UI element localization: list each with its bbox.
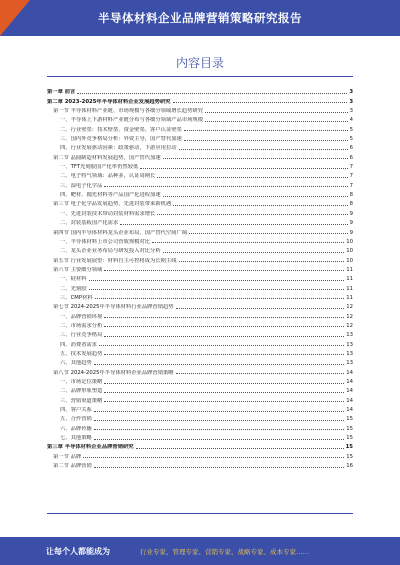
toc-entry[interactable] [47, 404, 353, 413]
toc-entry-page: 13 [346, 341, 353, 348]
toc-entry-page: 9 [349, 220, 353, 227]
toc-entry-title: 第七节 2024-2025年半导体材料行业品牌营销趋势 [53, 304, 174, 311]
toc-entry-title: 第一节 半导体材料产业链、市场规模与各细分领域增长趋势研究 [53, 108, 203, 115]
toc-top-divider [47, 76, 353, 77]
toc-entry-page: 13 [346, 332, 353, 339]
toc-leader-dots [104, 336, 344, 337]
toc-entry-title: 四、消费者需求 [60, 341, 98, 348]
toc-entry-title: 二、市场需求分析 [60, 322, 103, 329]
toc-entry[interactable] [47, 292, 353, 301]
report-title: 半导体材料企业品牌营销策略研究报告 [98, 11, 302, 25]
toc-leader-dots [104, 270, 344, 271]
toc-entry[interactable] [47, 450, 353, 459]
toc-leader-dots [163, 252, 345, 253]
toc-entry-page: 15 [345, 444, 353, 451]
toc-entry-page: 9 [349, 229, 353, 236]
toc-entry[interactable] [47, 413, 353, 422]
toc-leader-dots [184, 140, 348, 141]
toc-leader-dots [104, 354, 344, 355]
toc-entry-page: 14 [346, 388, 353, 395]
toc-entry-page: 15 [346, 453, 353, 460]
toc-entry-title: 三、CMP材料 [60, 294, 93, 301]
toc-entry-title: 二、光刻胶 [60, 285, 87, 292]
toc-entry[interactable] [47, 348, 353, 357]
toc-entry-page: 10 [346, 238, 353, 245]
toc-leader-dots [94, 429, 344, 430]
toc-heading: 内容目录 [175, 56, 224, 70]
toc-entry-page: 12 [346, 304, 353, 311]
toc-leader-dots [163, 158, 348, 159]
toc-entry-page: 14 [346, 407, 353, 414]
toc-entry-page: 11 [346, 276, 353, 283]
toc-leader-dots [157, 214, 347, 215]
toc-entry[interactable] [47, 114, 353, 123]
toc-entry-page: 11 [346, 266, 353, 273]
toc-entry-page: 7 [349, 173, 353, 180]
toc-entry-page: 5 [349, 136, 353, 143]
toc-leader-dots [83, 457, 344, 458]
toc-leader-dots [94, 467, 344, 468]
toc-entry-title: 五、合作营销 [60, 416, 92, 423]
toc-entry-title: 第二节 晶圆制造材料发展趋势，国产替代加速 [53, 154, 161, 161]
toc-entry-title: 一、市场定位策略 [60, 379, 103, 385]
toc-entry-title: 三、湿电子化学品 [60, 182, 103, 189]
toc-leader-dots [94, 411, 344, 412]
toc-entry[interactable] [47, 310, 353, 319]
toc-entry-page: 10 [346, 257, 353, 264]
toc-entry-page: 5 [349, 126, 353, 133]
toc-entry-page: 6 [349, 154, 353, 161]
toc-entry[interactable] [47, 460, 353, 469]
toc-entry-page: 15 [346, 425, 353, 432]
toc-entry-title: 四、行业发展驱动因素：政策驱动，下游应用拉动 [60, 145, 177, 152]
toc-entry[interactable] [47, 105, 353, 114]
toc-entry-title: 第八节 2024-2025年半导体材料企业品牌营销策略 [53, 369, 174, 376]
toc-entry[interactable] [47, 245, 353, 254]
toc-leader-dots [77, 93, 347, 94]
toc-leader-dots [140, 168, 347, 169]
toc-leader-dots [152, 242, 344, 243]
toc-leader-dots [104, 326, 344, 327]
toc-entry[interactable] [47, 189, 353, 198]
toc-entry[interactable] [47, 161, 353, 170]
toc-entry-title: 四、客户关系 [60, 407, 92, 414]
toc-entry-page: 8 [349, 192, 353, 199]
footer-tagline: 行业专家、管理专家、营销专家、战略专家、成本专家…… [140, 547, 309, 556]
toc-entry-title: 一、品牌营销环境 [60, 313, 103, 320]
toc-entry-page: 7 [349, 182, 353, 189]
toc-entry[interactable] [47, 264, 353, 273]
toc-entry[interactable] [47, 123, 353, 132]
toc-entry-page: 14 [346, 397, 353, 404]
toc-entry[interactable] [47, 179, 353, 188]
toc-entry-page: 13 [346, 360, 353, 367]
toc-entry[interactable] [47, 217, 353, 226]
toc-entry[interactable] [47, 422, 353, 431]
toc-entry[interactable] [47, 226, 353, 235]
toc-entry-page: 3 [349, 98, 353, 105]
toc-leader-dots [176, 308, 345, 309]
toc-entry[interactable] [47, 254, 353, 263]
toc-entry[interactable] [47, 273, 353, 282]
toc-leader-dots [120, 224, 347, 225]
toc-entry-title: 六、其他趋势 [60, 360, 92, 367]
toc-entry-page: 12 [346, 313, 353, 320]
toc-entry-title: 第一章 前言 [47, 89, 76, 96]
toc-entry-title: 二、品牌形象塑造 [60, 388, 103, 395]
toc-entry-title: 第四节 国内半导体材料龙头企业布局，国产替代空间广阔 [53, 229, 188, 236]
toc-leader-dots [157, 177, 347, 178]
toc-leader-dots [189, 233, 348, 234]
toc-entry-page: 14 [346, 379, 353, 385]
toc-entry[interactable] [47, 133, 353, 142]
toc-leader-dots [205, 121, 348, 122]
toc-entry-page: 15 [346, 416, 353, 423]
toc-leader-dots [104, 186, 347, 187]
toc-entry-page: 10 [346, 248, 353, 255]
toc-entry-title: 三、营销渠道策略 [60, 397, 103, 404]
toc-entry[interactable] [47, 394, 353, 403]
toc-entry-title: 一、先进封装技术带动封装材料需求增长 [60, 210, 156, 217]
toc-entry-title: 一、硅材料 [60, 276, 87, 283]
toc-entry-title: 四、靶材、抛光材料等产品国产化进程加速 [60, 192, 161, 199]
toc-entry-page: 4 [349, 117, 353, 124]
toc-entry-page: 15 [346, 435, 353, 442]
toc-entry-title: 第二节 品牌营销 [53, 463, 92, 470]
toc-entry-page: 9 [349, 210, 353, 217]
toc-leader-dots [104, 392, 344, 393]
toc-entry-title: 二、行业壁垒：技术壁垒、资金壁垒、客户认证壁垒 [60, 126, 182, 133]
toc-entry-page: 6 [349, 145, 353, 152]
toc-entry-page: 8 [349, 201, 353, 208]
toc-leader-dots [163, 196, 348, 197]
toc-entry-title: 五、技术发展趋势 [60, 350, 103, 357]
toc-leader-dots [94, 364, 344, 365]
toc-entry-title: 六、品牌传播 [60, 425, 92, 432]
toc-entry[interactable] [47, 320, 353, 329]
toc-entry-title: 一、TFT光刻胶国产化率仍然较低 [60, 164, 139, 171]
toc-leader-dots [176, 373, 345, 374]
toc-leader-dots [184, 130, 348, 131]
toc-entry-page: 12 [346, 322, 353, 329]
toc-leader-dots [89, 280, 345, 281]
toc-entry[interactable] [47, 236, 353, 245]
footer-banner [0, 537, 400, 565]
toc-leader-dots [179, 261, 345, 262]
toc-leader-dots [136, 448, 344, 449]
toc-entry[interactable] [47, 376, 353, 385]
toc-entry[interactable] [47, 142, 353, 151]
toc-entry-title: 二、封装基板国产化需求 [60, 220, 119, 227]
toc-entry[interactable] [47, 385, 353, 394]
toc-entry-page: 11 [346, 285, 353, 292]
toc-entry-page: 3 [349, 89, 353, 96]
toc-entry-title: 第一节 品牌 [53, 453, 82, 460]
toc-entry-page: 13 [346, 350, 353, 357]
toc-entry[interactable] [47, 329, 353, 338]
toc-entry-title: 第三节 电子化学品发展趋势，先进封装带来新机遇 [53, 201, 172, 208]
report-header [0, 0, 400, 36]
toc-entry[interactable] [47, 86, 353, 95]
toc-entry-title: 第六节 主要细分领域 [53, 266, 103, 273]
footer-slogan: 让每个人都能成为 [46, 547, 110, 556]
toc-entry-title: 一、半导体上下游材料产业链分布与各细分领域产品市场规模 [60, 117, 204, 124]
toc-leader-dots [179, 149, 348, 150]
toc-entry-title: 三、国内外竞争格局分析：外资主导，国产替代加速 [60, 136, 182, 143]
toc-entry-title: 二、龙头企业业务布局与研发投入对比分析 [60, 248, 161, 255]
toc-entry-page: 14 [346, 369, 353, 376]
toc-leader-dots [104, 401, 344, 402]
toc-bottom-divider [47, 513, 353, 514]
toc-entry-title: 二、电子特气领域：品种多，认证周期长 [60, 173, 156, 180]
toc-entry[interactable] [47, 282, 353, 291]
toc-entry-title: 七、其他策略 [60, 435, 92, 442]
toc-entry[interactable] [47, 301, 353, 310]
toc-leader-dots [205, 112, 348, 113]
toc-leader-dots [89, 289, 345, 290]
toc-entry-title: 第三章 半导体材料企业品牌营销研究 [47, 444, 134, 451]
toc-entry-title: 一、半导体材料上市公司营收规模对比 [60, 238, 151, 245]
toc-entry-page: 11 [346, 294, 353, 301]
toc-leader-dots [104, 317, 344, 318]
toc-entry[interactable] [47, 170, 353, 179]
toc-entry[interactable] [47, 95, 353, 104]
toc-leader-dots [99, 345, 344, 346]
toc-entry[interactable] [47, 357, 353, 366]
toc-entry[interactable] [47, 432, 353, 441]
toc-leader-dots [94, 439, 344, 440]
toc-entry-title: 三、行业竞争格局 [60, 332, 103, 339]
toc-entry-page: 7 [349, 164, 353, 171]
toc-entry-title: 第二章 2023-2025年半导体材料企业发展趋势研究 [47, 98, 171, 105]
toc-entry[interactable] [47, 207, 353, 216]
toc-entry[interactable] [47, 441, 353, 450]
toc-leader-dots [94, 420, 344, 421]
toc-entry-title: 第五节 行业发展展望：材料自主可控将成为长期主线 [53, 257, 177, 264]
toc-leader-dots [104, 383, 344, 384]
toc-leader-dots [95, 298, 345, 299]
toc-entry[interactable] [47, 151, 353, 160]
toc-entry[interactable] [47, 198, 353, 207]
table-of-contents [47, 86, 353, 469]
toc-entry-page: 3 [349, 108, 353, 115]
toc-leader-dots [173, 102, 348, 103]
toc-entry-page: 16 [346, 463, 353, 470]
toc-entry[interactable] [47, 338, 353, 347]
toc-leader-dots [173, 205, 347, 206]
toc-entry[interactable] [47, 366, 353, 375]
